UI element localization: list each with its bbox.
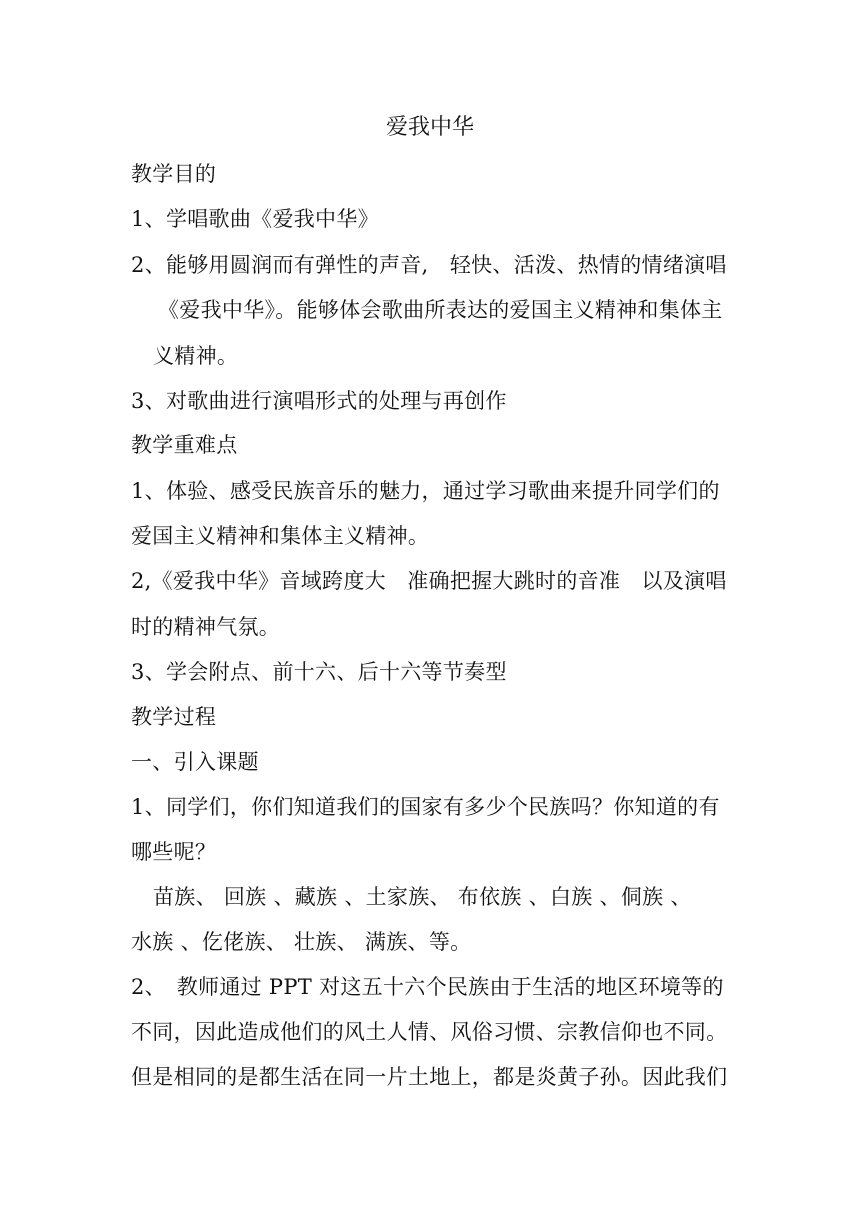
paragraph-line: 苗族、 回族 、藏族 、土家族、 布依族 、白族 、侗族 、	[153, 885, 692, 909]
paragraph-line: 1、同学们，你们知道我们的国家有多少个民族吗？你知道的有	[131, 795, 720, 819]
subsection-heading: 一、引入课题	[131, 750, 259, 774]
paragraph-line: 爱国主义精神和集体主义精神。	[131, 524, 430, 548]
document-title: 爱我中华	[385, 115, 474, 140]
section-heading-key-points: 教学重难点	[131, 433, 238, 457]
paragraph-line: 3、学会附点、前十六、后十六等节奏型	[131, 660, 507, 684]
paragraph-line: 《爱我中华》。能够体会歌曲所表达的爱国主义精神和集体主	[158, 298, 723, 322]
paragraph-line: 2,《爱我中华》音域跨度大 准确把握大跳时的音准 以及演唱	[131, 569, 727, 593]
paragraph-line: 3、对歌曲进行演唱形式的处理与再创作	[131, 389, 507, 413]
paragraph-line: 1、体验、感受民族音乐的魅力，通过学习歌曲来提升同学们的	[131, 479, 720, 503]
paragraph-line: 水族 、仡佬族、 壮族、 满族、等。	[131, 930, 472, 954]
paragraph-line: 但是相同的是都生活在同一片土地上，都是炎黄子孙。因此我们	[131, 1065, 728, 1089]
paragraph-line: 哪些呢？	[131, 840, 217, 864]
section-heading-process: 教学过程	[131, 705, 217, 729]
paragraph-line: 1、学唱歌曲《爱我中华》	[131, 207, 379, 231]
section-heading-objectives: 教学目的	[131, 162, 217, 186]
paragraph-line: 2、 教师通过 PPT 对这五十六个民族由于生活的地区环境等的	[131, 975, 724, 999]
paragraph-line: 不同，因此造成他们的风土人情、风俗习惯、宗教信仰也不同。	[131, 1020, 728, 1044]
paragraph-line: 义精神。	[153, 344, 239, 368]
paragraph-line: 2、能够用圆润而有弹性的声音, 轻快、活泼、热情的情绪演唱	[131, 253, 727, 277]
paragraph-line: 时的精神气氛。	[131, 615, 281, 639]
